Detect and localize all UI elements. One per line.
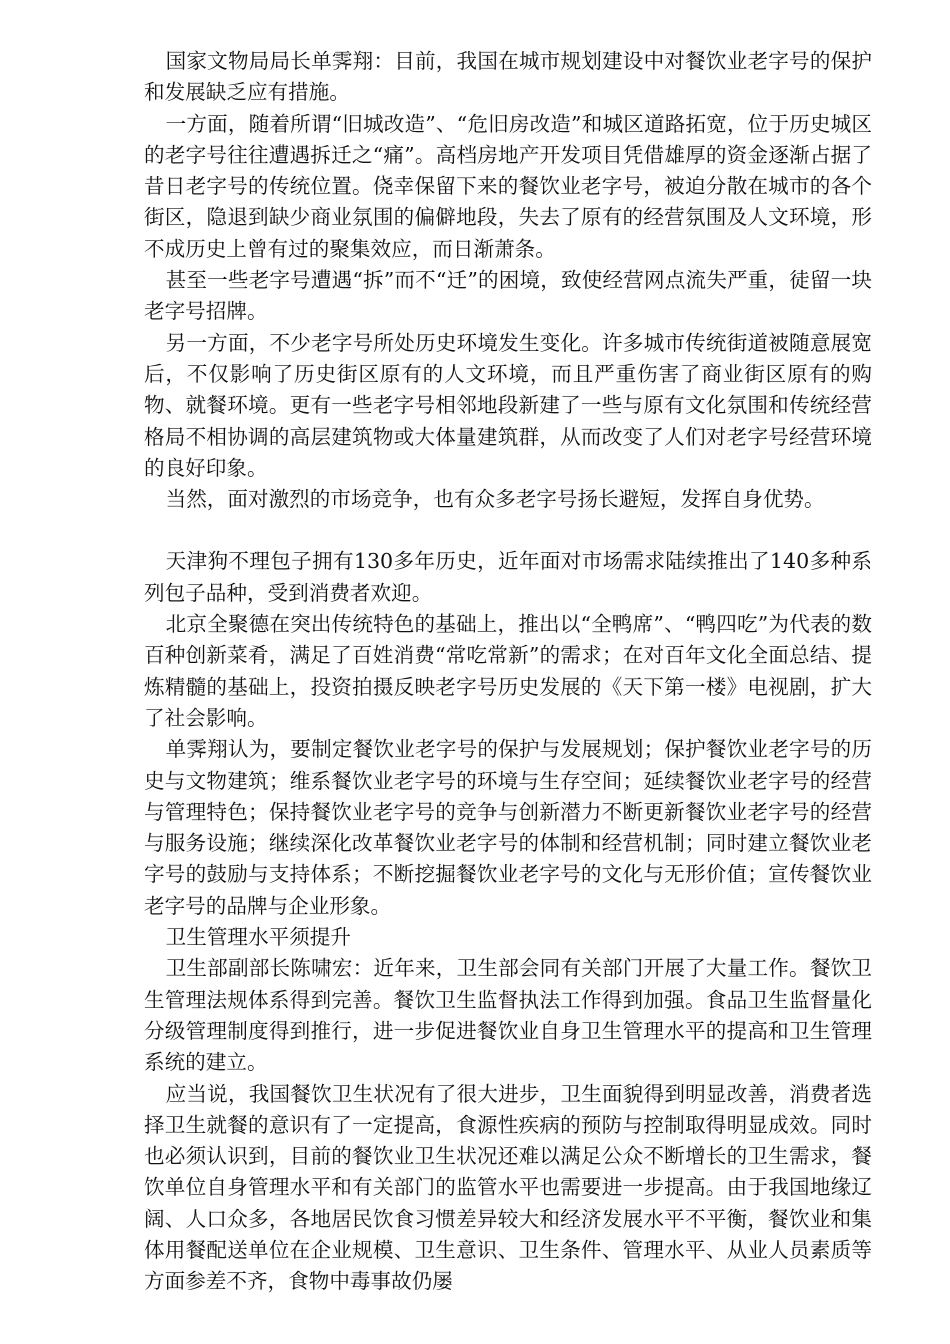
paragraph-quanjude: 北京全聚德在突出传统特色的基础上，推出以“全鸭席”、“鸭四吃”为代表的数百种创新菜肴，满足了百姓消费“常吃常新”的需求；在对百年文化全面总结、提炼精髓的基础上，投资拍摄反映老字号历史发展的《天下第一楼》电视剧，扩大了社会影响。 — [144, 612, 872, 730]
section-heading: 卫生管理水平须提升 — [165, 925, 351, 950]
document-page — [144, 46, 872, 1298]
paragraph-demolition: 一方面，随着所谓“旧城改造”、“危旧房改造”和城区道路拓宽，位于历史城区的老字号往往遭遇拆迁之“痛”。高档房地产开发项目凭借雄厚的资金逐渐占据了昔日老字号的传统位置。侥幸保留下来的餐饮业老字号，被迫分散在城市的各个街区，隐退到缺少商业氛围的偏僻地段，失去了原有的经营氛围及人文环境，形不成历史上曾有过的聚集效应，而日渐萧条。 — [144, 111, 872, 261]
paragraph-tianjin: 天津狗不理包子拥有130多年历史，近年面对市场需求陆续推出了140多种系列包子品种，受到消费者欢迎。 — [144, 549, 872, 605]
paragraph-environment: 另一方面，不少老字号所处历史环境发生变化。许多城市传统街道被随意展宽后，不仅影响了历史街区原有的人文环境，而且严重伤害了商业街区原有的购物、就餐环境。更有一些老字号相邻地段新建了一些与原有文化氛围和传统经营格局不相协调的高层建筑物或大体量建筑群，从而改变了人们对老字号经营环境的良好印象。 — [144, 330, 872, 480]
paragraph-recommendations: 单霁翔认为，要制定餐饮业老字号的保护与发展规划；保护餐饮业老字号的历史与文物建筑；维系餐饮业老字号的环境与生存空间；延续餐饮业老字号的经营与管理特色；保持餐饮业老字号的竞争与创新潜力不断更新餐饮业老字号的经营与服务设施；继续深化改革餐饮业老字号的体制和经营机制；同时建立餐饮业老字号的鼓励与支持体系；不断挖掘餐饮业老字号的文化与无形价值；宣传餐饮业老字号的品牌与企业形象。 — [144, 737, 872, 918]
paragraph-competition: 当然，面对激烈的市场竞争，也有众多老字号扬长避短，发挥自身优势。 — [165, 487, 825, 512]
paragraph-health-ministry: 卫生部副部长陈啸宏：近年来，卫生部会同有关部门开展了大量工作。餐饮卫生管理法规体系得到完善。餐饮卫生监督执法工作得到加强。食品卫生监督量化分级管理制度得到推行，进一步促进餐饮业自身卫生管理水平的提高和卫生管理系统的建立。 — [144, 956, 872, 1075]
paragraph-intro: 国家文物局局长单霁翔：目前，我国在城市规划建设中对餐饮业老字号的保护和发展缺乏应有措施。 — [144, 49, 872, 105]
paragraph-hygiene-status: 应当说，我国餐饮卫生状况有了很大进步，卫生面貌得到明显改善，消费者选择卫生就餐的意识有了一定提高，食源性疾病的预防与控制取得明显成效。同时也必须认识到，目前的餐饮业卫生状况还难以满足公众不断增长的卫生需求，餐饮单位自身管理水平和有关部门的监管水平也需要进一步提高。由于我国地缘辽阔、人口众多，各地居民饮食习惯差异较大和经济发展水平不平衡，餐饮业和集体用餐配送单位在企业规模、卫生意识、卫生条件、管理水平、从业人员素质等方面参差不齐，食物中毒事故仍屡 — [144, 1081, 872, 1294]
paragraph-relocation: 甚至一些老字号遭遇“拆”而不“迁”的困境，致使经营网点流失严重，徒留一块老字号招牌。 — [144, 268, 872, 324]
paragraph-gap — [144, 515, 872, 546]
